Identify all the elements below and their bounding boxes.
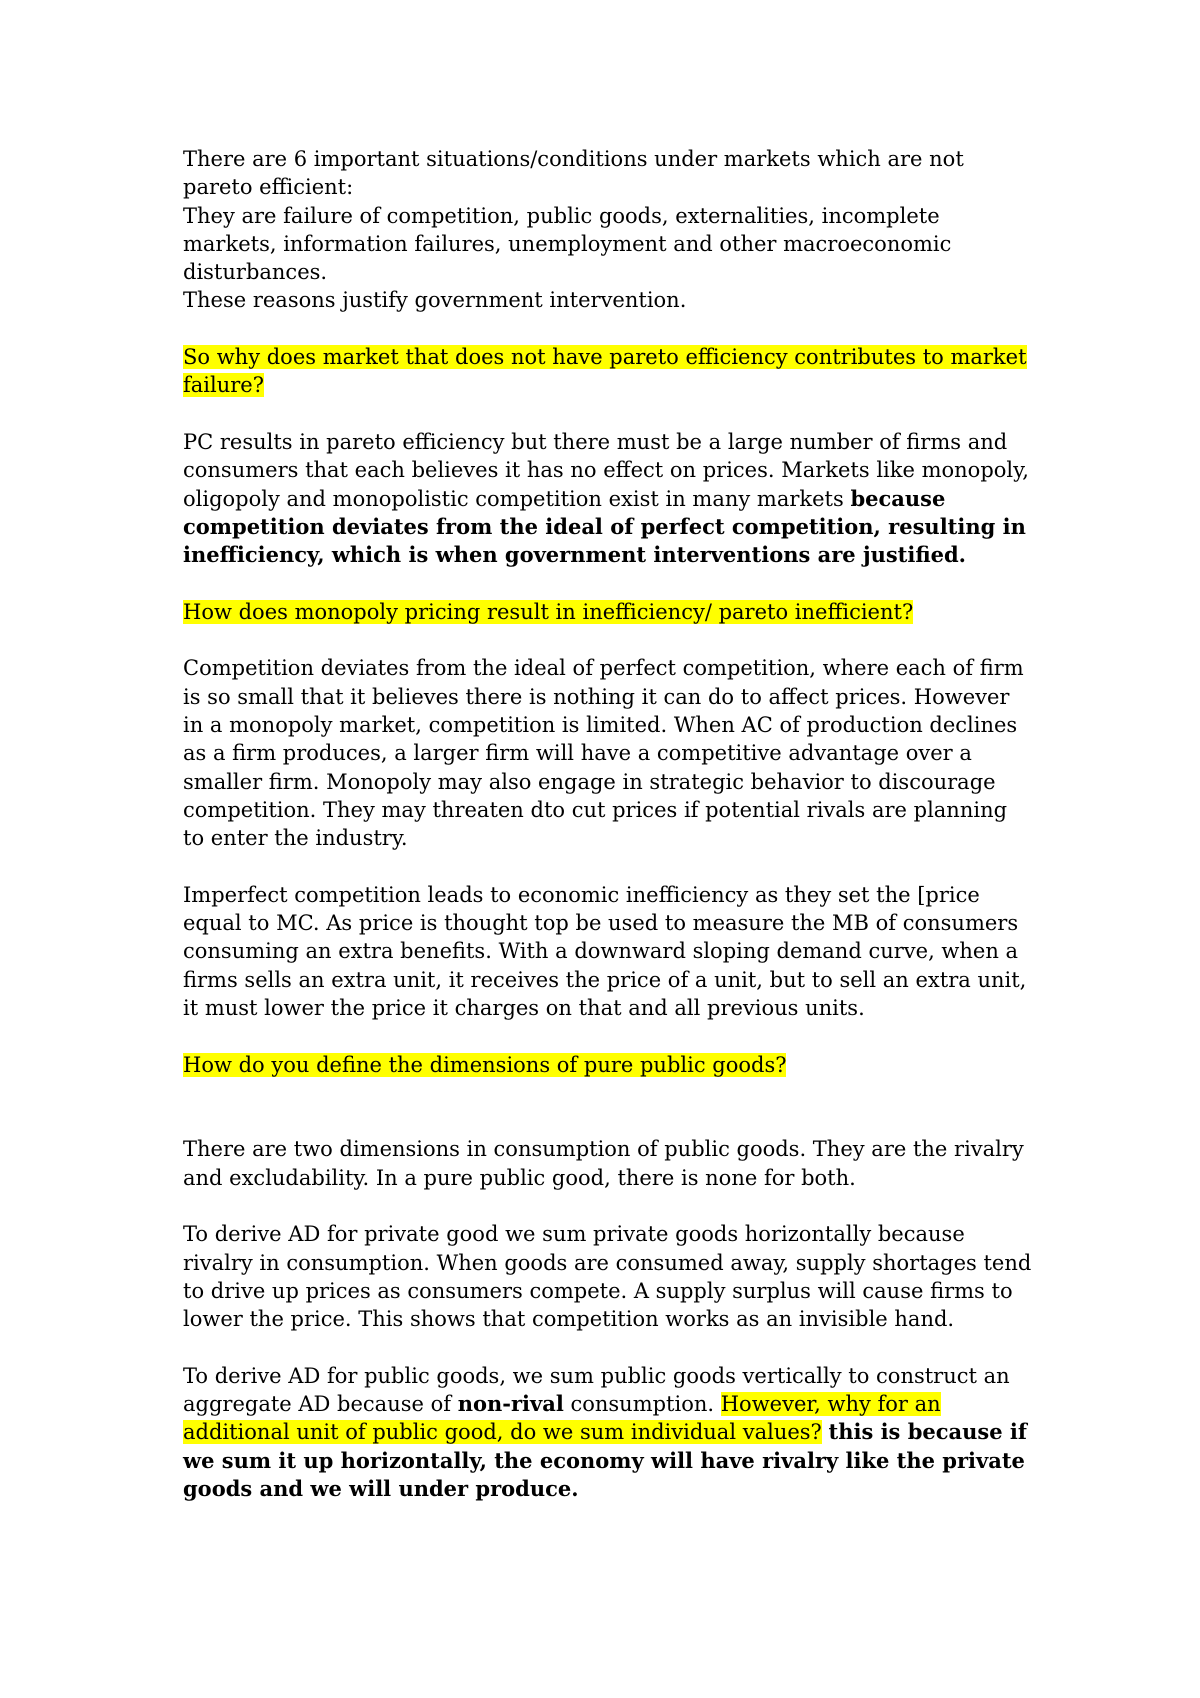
intro-line-2: They are failure of competition, public goods, externalities, incomplete markets, information failures, unemployment and other macroeconomic disturbances. xyxy=(183,203,952,285)
paragraph-public-space xyxy=(822,1420,829,1444)
paragraph-private-good: To derive AD for private good we sum private goods horizontally because rivalry in consumption. When goods are consumed away, supply shortages tend to drive up prices as consumers compete. A supply surplus will cause firms to lower the price. This shows that competition works as an invisible hand. xyxy=(183,1222,1032,1332)
paragraph-dimensions: There are two dimensions in consumption of public goods. They are the rivalry and excludability. In a pure public good, there is none for both. xyxy=(183,1137,1024,1190)
paragraph-public-mid: consumption. xyxy=(563,1392,721,1417)
question-1-text: So why does market that does not have pareto efficiency contributes to market failure? xyxy=(183,345,1027,398)
paragraph-imperfect-competition: Imperfect competition leads to economic inefficiency as they set the [price equal to MC. As price is thought top be used to measure the MB of consumers consuming an extra benefits. With a downward sloping demand curve, when a firms sells an extra unit, it receives the price of a unit, but to sell an extra unit, it must lower the price it charges on that and all previous units. xyxy=(183,882,1027,1020)
document-body xyxy=(183,145,1033,1503)
question-3-text: How do you define the dimensions of pure public goods? xyxy=(183,1052,787,1077)
paragraph-public-bold-1: non-rival xyxy=(457,1391,564,1417)
paragraph-monopoly: Competition deviates from the ideal of perfect competition, where each of firm is so small that it believes there is nothing it can do to affect prices. However in a monopoly market, competition is limited. When AC of production declines as a firm produces, a larger firm will have a competitive advantage over a smaller firm. Monopoly may also engage in strategic behavior to discourage competition. They may threaten dto cut prices if potential rivals are planning to enter the industry. xyxy=(183,656,1024,851)
paragraph-public-good xyxy=(183,1362,1033,1503)
paragraph-pc-bold: because competition deviates from the ideal of perfect competition, resulting in inefficiency, which is when government interventions are justified. xyxy=(183,485,1026,568)
paragraph-public-bold-2: this is because if we sum it up horizontally, the economy will have rivalry like the private goods and we will under produce. xyxy=(183,1419,1027,1501)
question-1 xyxy=(183,343,1033,400)
intro-line-1: There are 6 important situations/conditions under markets which are not pareto efficient: xyxy=(183,147,964,200)
paragraph-public-highlight: However, why for an additional unit of public good, do we sum individual values? xyxy=(183,1392,941,1445)
intro-line-3: These reasons justify government intervention. xyxy=(183,288,687,313)
question-3 xyxy=(183,1051,1033,1079)
intro-paragraph xyxy=(183,145,1033,315)
question-2-text: How does monopoly pricing result in inefficiency/ pareto inefficient? xyxy=(183,599,914,624)
paragraph-public-start: To derive AD for public goods, we sum public goods vertically to construct an aggregate AD because of xyxy=(183,1363,1010,1417)
question-2 xyxy=(183,598,1033,626)
paragraph-pc-normal: PC results in pareto efficiency but there must be a large number of firms and consumers that each believes it has no effect on prices. Markets like monopoly, oligopoly and monopolistic competition exist in many markets xyxy=(183,429,1029,511)
paragraph-pc-efficiency xyxy=(183,428,1033,569)
